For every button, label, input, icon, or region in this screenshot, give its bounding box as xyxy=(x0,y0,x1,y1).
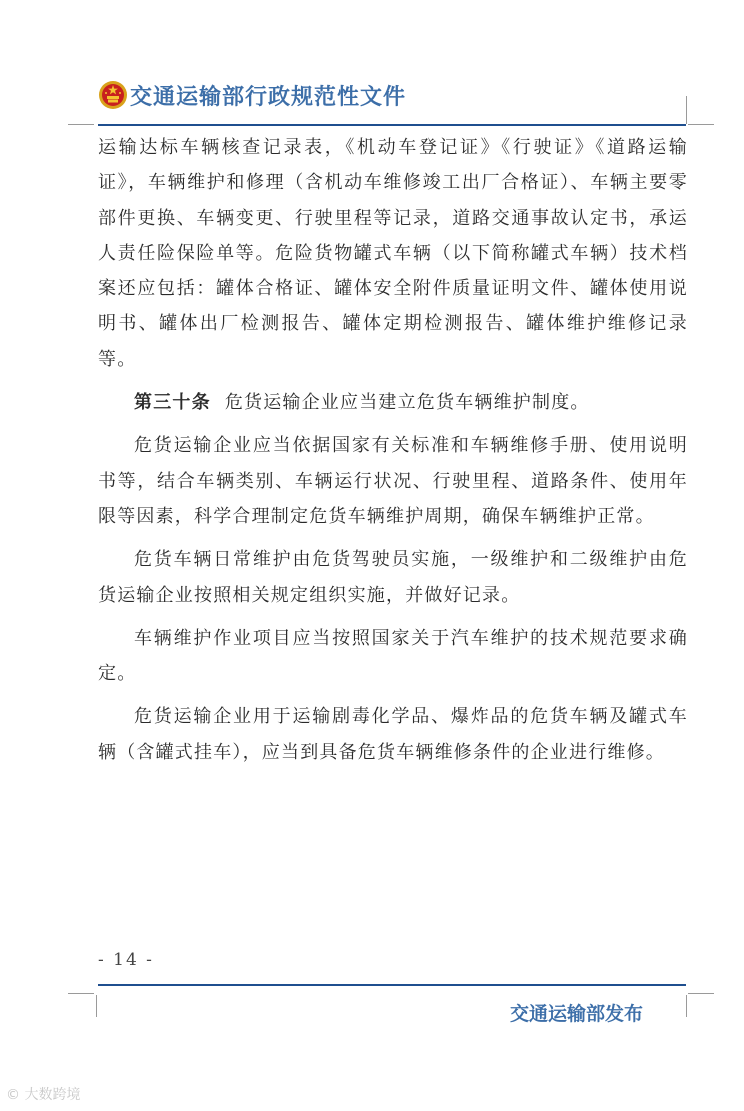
paragraph-maintenance-cycle: 危货运输企业应当依据国家有关标准和车辆维修手册、使用说明书等，结合车辆类别、车辆运行状况、行驶里程、道路条件、使用年限等因素，科学合理制定危货车辆维护周期，确保车辆维护正常。 xyxy=(98,435,688,527)
national-emblem-icon xyxy=(98,80,128,110)
article-number: 第三十条 xyxy=(134,392,211,414)
watermark xyxy=(6,1084,80,1104)
corner-mark-bl-h xyxy=(68,993,94,994)
watermark-text: 大数跨境 xyxy=(24,1087,81,1103)
watermark-logo-icon: © xyxy=(6,1087,20,1103)
footer-divider xyxy=(98,984,686,986)
paragraph-continuation: 运输达标车辆核查记录表，《机动车登记证》《行驶证》《道路运输证》，车辆维护和修理（含机动车维修竣工出厂合格证）、车辆主要零部件更换、车辆变更、行驶里程等记录，道路交通事故认定书，承运人责任险保险单等。危险货物罐式车辆（以下简称罐式车辆）技术档案还应包括：罐体合格证、罐体安全附件质量证明文件、罐体使用说明书、罐体出厂检测报告、罐体定期检测报告、罐体维护维修记录等。 xyxy=(98,137,688,370)
footer-publisher: 交通运输部发布 xyxy=(510,1003,644,1025)
corner-mark-br-v xyxy=(686,995,687,1017)
corner-mark-tr-h xyxy=(688,124,714,125)
corner-mark-bl-v xyxy=(96,995,97,1017)
paragraph-repair-requirement: 危货运输企业用于运输剧毒化学品、爆炸品的危货车辆及罐式车辆（含罐式挂车），应当到具备危货车辆维修条件的企业进行维修。 xyxy=(98,706,688,763)
corner-mark-tr-v xyxy=(686,96,687,124)
article-text: 危货运输企业应当建立危货车辆维护制度。 xyxy=(224,392,590,414)
page-number: - 14 - xyxy=(98,950,154,970)
document-body xyxy=(98,130,688,778)
corner-mark-tl-h xyxy=(68,124,94,125)
header-divider xyxy=(98,124,686,126)
paragraph-daily-maintenance: 危货车辆日常维护由危货驾驶员实施，一级维护和二级维护由危货运输企业按照相关规定组织实施，并做好记录。 xyxy=(98,549,688,606)
corner-mark-br-h xyxy=(688,993,714,994)
paragraph-maintenance-items: 车辆维护作业项目应当按照国家关于汽车维护的技术规范要求确定。 xyxy=(98,627,688,685)
article-30-paragraph xyxy=(98,385,688,420)
document-header-title: 交通运输部行政规范性文件 xyxy=(130,84,407,110)
